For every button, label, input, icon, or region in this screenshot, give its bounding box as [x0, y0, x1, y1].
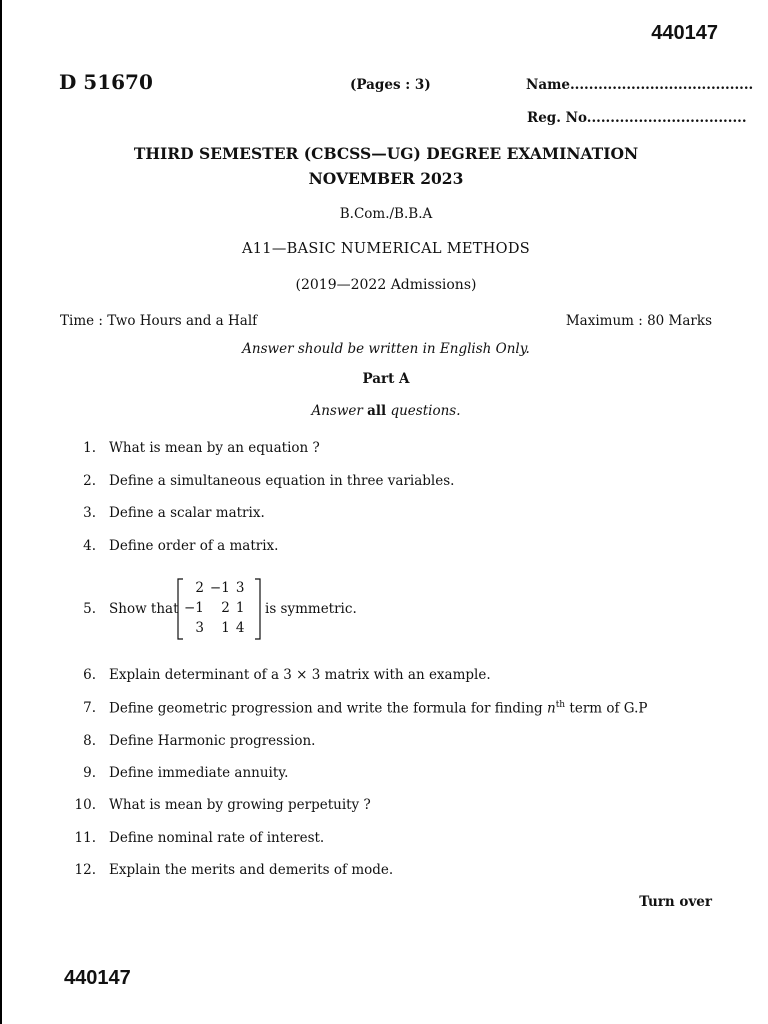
question-text: Define nominal rate of interest. [109, 830, 325, 846]
question-number: 8. [83, 733, 96, 749]
exam-title: THIRD SEMESTER (CBCSS—UG) DEGREE EXAMINATION [133, 144, 639, 163]
question-text: Define a scalar matrix. [109, 505, 265, 521]
part-a-heading: Part A [362, 371, 410, 387]
language-instruction: Answer should be written in English Only. [242, 341, 530, 357]
turn-over-note: Turn over [639, 894, 712, 910]
question-number: 3. [83, 505, 96, 521]
matrix-cell: 4 [235, 620, 245, 636]
question-text: Define geometric progression and write the formula for finding $n^{th}$ term of G.P [109, 700, 648, 717]
page-count: (Pages : 3) [350, 77, 431, 93]
paper-code: D 51670 [59, 70, 153, 94]
matrix-cell: 1 [235, 600, 245, 616]
question-text: Explain determinant of a 3 × 3 matrix with an example. [109, 667, 491, 683]
question-text: Show that [109, 601, 179, 617]
exam-paper [2, 0, 768, 1024]
question-text-suffix: is symmetric. [265, 601, 357, 617]
course-name: B.Com./B.B.A [339, 206, 433, 222]
name-field: Name....................................... [526, 77, 754, 93]
question-number: 2. [83, 473, 96, 489]
max-marks: Maximum : 80 Marks [565, 313, 712, 329]
matrix-cell: 1 [221, 620, 230, 636]
matrix-cell: −1 [184, 600, 204, 616]
paper-id-bottom: 440147 [64, 967, 131, 989]
matrix-cell: 2 [195, 580, 204, 596]
question-number: 12. [74, 862, 96, 878]
question-number: 9. [83, 765, 96, 781]
question-text: Define order of a matrix. [109, 538, 279, 554]
paper-id-top: 440147 [651, 22, 718, 44]
matrix-cell: 2 [221, 600, 230, 616]
matrix-cell: 3 [235, 580, 245, 596]
question-text: Define a simultaneous equation in three variables. [109, 473, 455, 489]
question-number: 1. [83, 440, 96, 456]
question-text: Define immediate annuity. [109, 765, 289, 781]
exam-session: NOVEMBER 2023 [308, 169, 464, 188]
subject-title: A11—BASIC NUMERICAL METHODS [242, 241, 530, 257]
reg-no-field: Reg. No.................................. [527, 110, 747, 126]
question-text: Explain the merits and demerits of mode. [109, 862, 394, 878]
time-allowed: Time : Two Hours and a Half [60, 313, 258, 329]
matrix-entries [181, 578, 247, 638]
admissions-years: (2019—2022 Admissions) [295, 277, 477, 293]
question-number: 6. [83, 667, 96, 683]
question-number: 11. [74, 830, 96, 846]
question-text: Define Harmonic progression. [109, 733, 316, 749]
matrix-cell: −1 [209, 580, 230, 596]
question-text: What is mean by an equation ? [109, 440, 320, 456]
matrix-cell: 3 [195, 620, 204, 636]
question-text: What is mean by growing perpetuity ? [109, 797, 371, 813]
question-number: 7. [83, 700, 96, 716]
question-number: 10. [74, 797, 96, 813]
question-number: 5. [83, 601, 96, 617]
part-a-instruction: Answer all questions. [311, 403, 461, 419]
symmetric-matrix [177, 578, 261, 640]
question-number: 4. [83, 538, 96, 554]
